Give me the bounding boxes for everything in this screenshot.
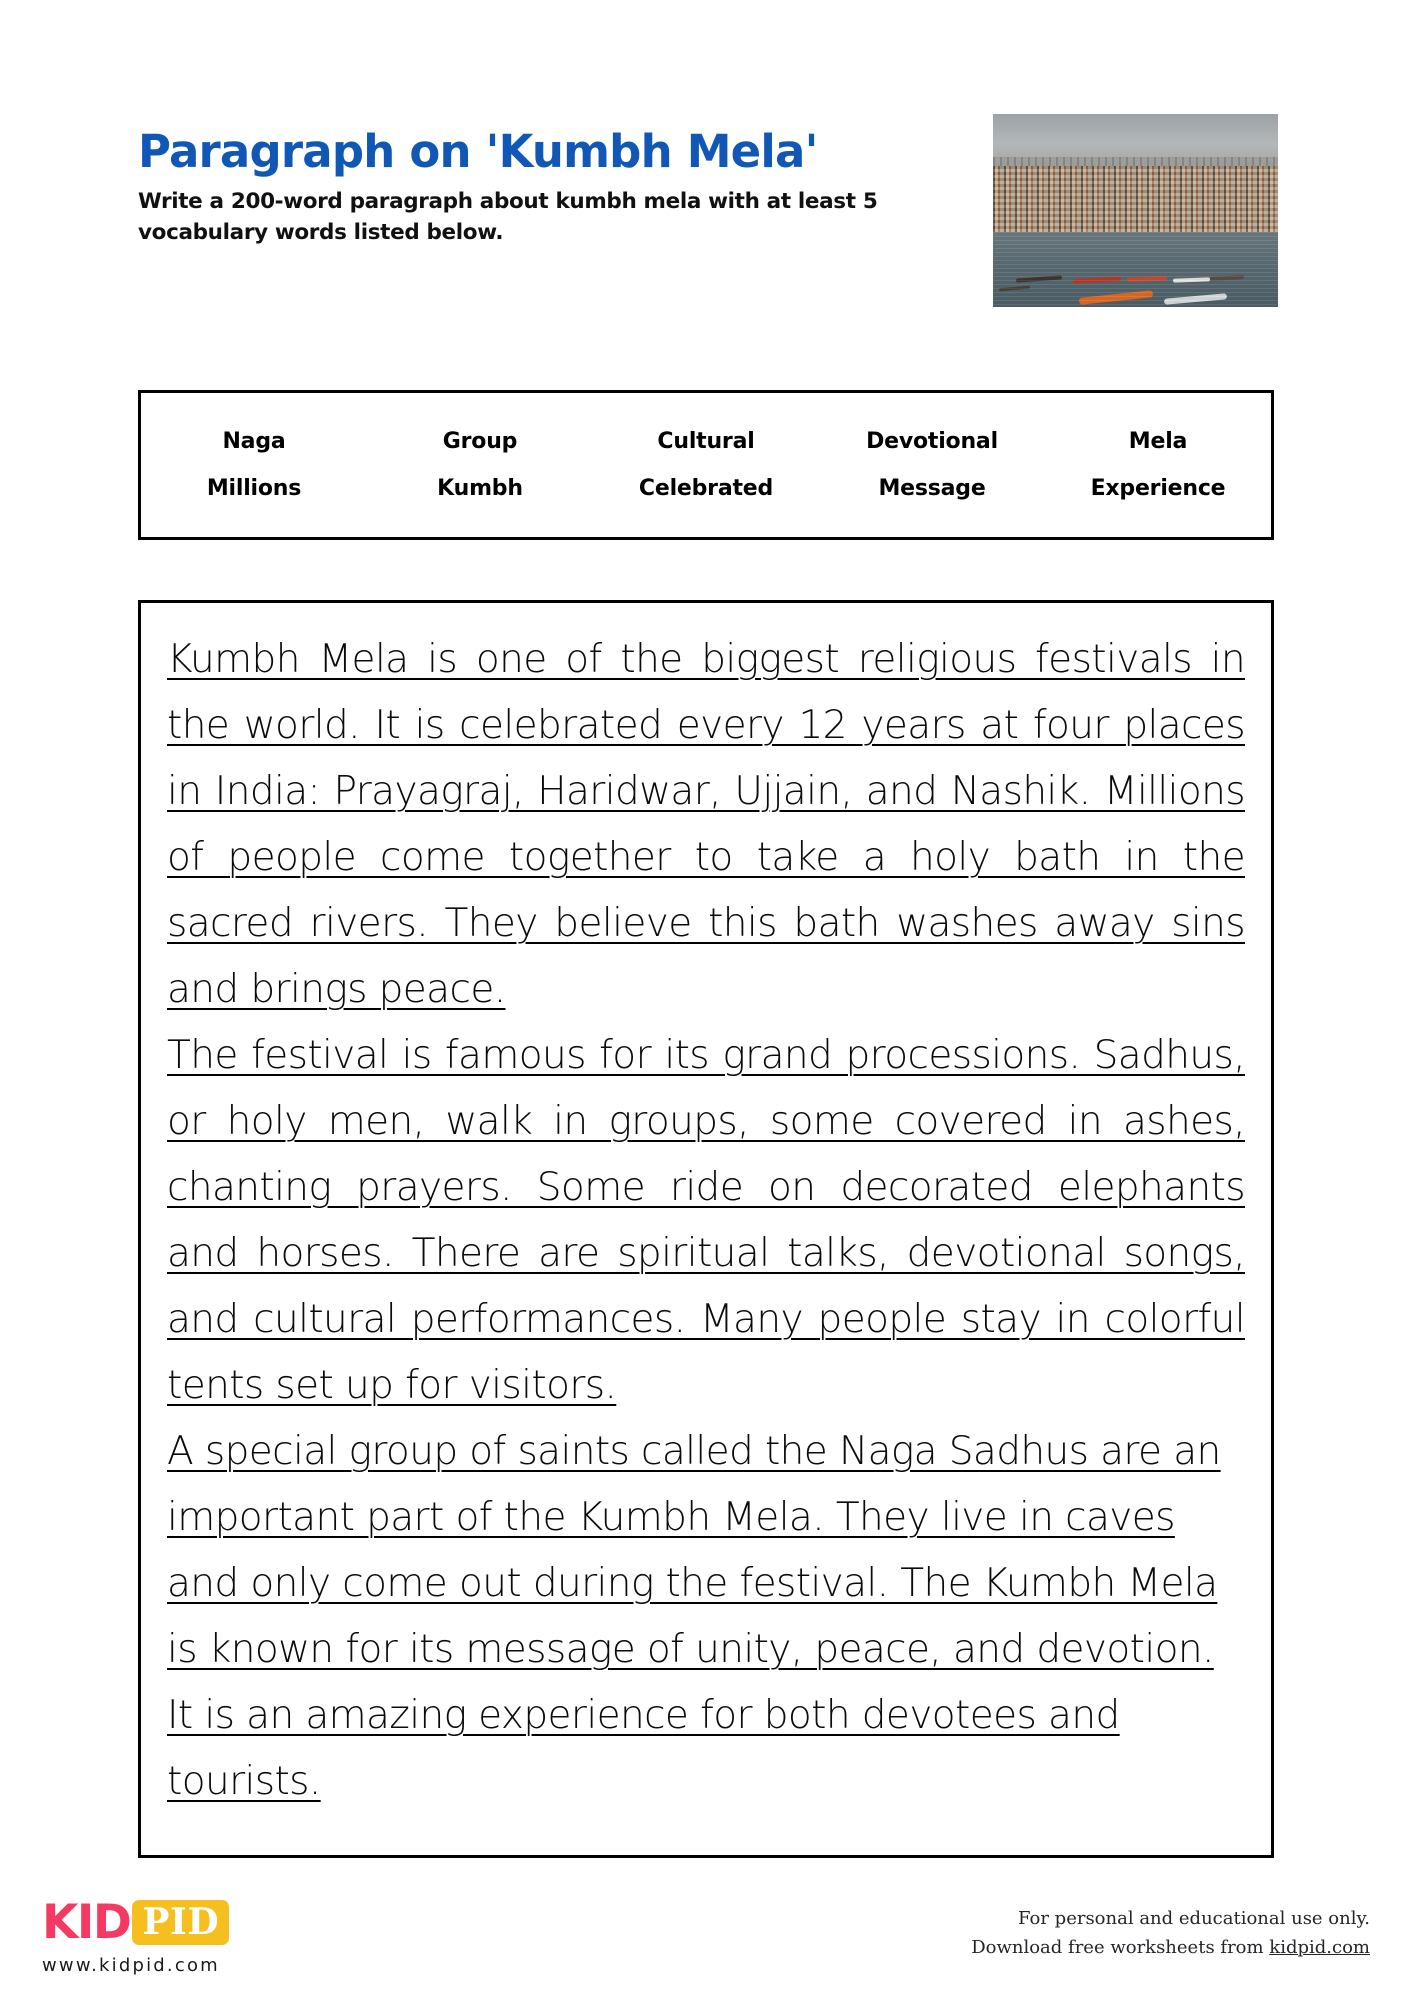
vocabulary-word: Cultural [657, 429, 755, 454]
logo-pid-badge: PID [132, 1900, 229, 1945]
photo-boat [1164, 294, 1227, 305]
logo-mark [42, 1896, 229, 1948]
photo-bridge-region [993, 157, 1278, 166]
vocabulary-word: Devotional [866, 429, 998, 454]
footer-note-line-2 [971, 1933, 1370, 1962]
footer-note-prefix: Download free worksheets from [971, 1937, 1270, 1959]
instructions-text: Write a 200-word paragraph about kumbh mela with at least 5 vocabulary words listed below. [138, 189, 878, 245]
logo-kid-text: KID [42, 1894, 131, 1950]
answer-paragraph: A special group of saints called the Naga Sadhus are an important part of the Kumbh Mela. They live in caves and only come out during the festival. The Kumbh Mela is known for its message of unity, peace, and devotion. It is an amazing experience for both devotees and tourists. [167, 1429, 1221, 1804]
photo-boat [999, 286, 1030, 292]
vocabulary-word: Experience [1090, 476, 1226, 501]
vocabulary-box [138, 390, 1274, 540]
kidpid-link[interactable]: kidpid.com [1269, 1937, 1370, 1959]
photo-boat [1210, 275, 1244, 281]
photo-boat [1127, 276, 1167, 281]
vocabulary-word: Celebrated [638, 476, 774, 501]
worksheet-header [138, 125, 1278, 388]
vocabulary-word: Group [442, 429, 518, 454]
vocabulary-word: Mela [1128, 429, 1188, 454]
page-footer [0, 1880, 1414, 2000]
footer-note-line-1: For personal and educational use only. [1018, 1908, 1370, 1929]
footer-usage-notes [971, 1904, 1370, 1962]
vocabulary-word: Naga [222, 429, 286, 454]
vocabulary-row [141, 465, 1271, 512]
photo-boat [1016, 275, 1062, 282]
answer-paragraph: The festival is famous for its grand processions. Sadhus, or holy men, walk in groups, some covered in ashes, chanting prayers. Some ride on decorated elephants and horses. There are spiritual talks, devotional songs, and cultural performances. Many people stay in colorful tents set up for visitors. [167, 1033, 1245, 1408]
answer-paragraph: Kumbh Mela is one of the biggest religious festivals in the world. It is celebrated every 12 years at four places in India: Prayagraj, Haridwar, Ujjain, and Nashik. Millions of people come together to take a holy bath in the sacred rivers. They believe this bath washes away sins and brings peace. [167, 637, 1245, 1012]
photo-boat [1078, 290, 1152, 304]
kumbh-mela-photo [993, 114, 1278, 307]
vocabulary-word: Message [878, 476, 986, 501]
photo-boat [1172, 277, 1209, 282]
vocabulary-word: Kumbh [437, 476, 523, 501]
writing-answer-box[interactable] [138, 600, 1274, 1858]
photo-crowd-region [993, 166, 1278, 232]
page-title: Paragraph on 'Kumbh Mela' [138, 125, 818, 178]
kidpid-logo[interactable] [42, 1896, 229, 1976]
vocabulary-row [141, 418, 1271, 465]
photo-boat [1073, 276, 1122, 283]
photo-water-region [993, 232, 1278, 307]
header-text-block [138, 125, 898, 248]
vocabulary-word: Millions [206, 476, 302, 501]
logo-website-url: www.kidpid.com [42, 1955, 220, 1976]
